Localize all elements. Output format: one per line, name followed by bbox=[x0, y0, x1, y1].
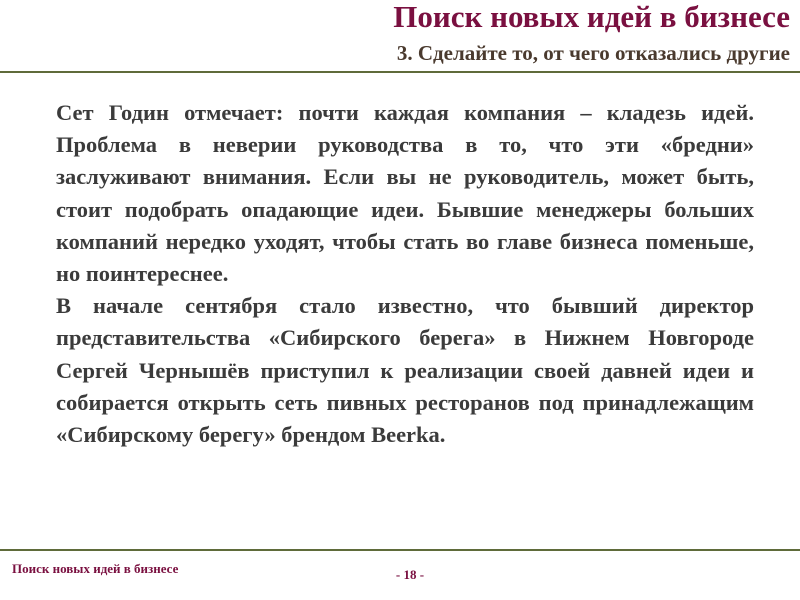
page-number: - 18 - bbox=[395, 567, 425, 582]
footer-caption: Поиск новых идей в бизнесе bbox=[12, 561, 179, 576]
footer-divider bbox=[0, 549, 800, 551]
body-paragraph: Сет Годин отмечает: почти каждая компания – кладезь идей. Проблема в неверии руководства в то, что эти «бредни» заслуживают внимания. Если вы не руководитель, может быть, стоит подобрать опадающие идеи. Бывшие менеджеры больших компаний нередко уходят, чтобы стать во главе бизнеса поменьше, но поинтереснее. bbox=[56, 100, 754, 287]
slide-subtitle: 3. Сделайте то, от чего отказались другие bbox=[396, 41, 790, 65]
header-divider bbox=[0, 71, 800, 73]
slide-body bbox=[56, 97, 754, 451]
body-paragraph: В начале сентября стало известно, что бывший директор представительства «Сибирского берега» в Нижнем Новгороде Сергей Чернышёв приступил к реализации своей давней идеи и собирается открыть сеть пивных ресторанов под принадлежащим «Сибирскому берегу» брендом Beerka. bbox=[56, 293, 754, 448]
slide-title: Поиск новых идей в бизнесе bbox=[393, 0, 790, 34]
